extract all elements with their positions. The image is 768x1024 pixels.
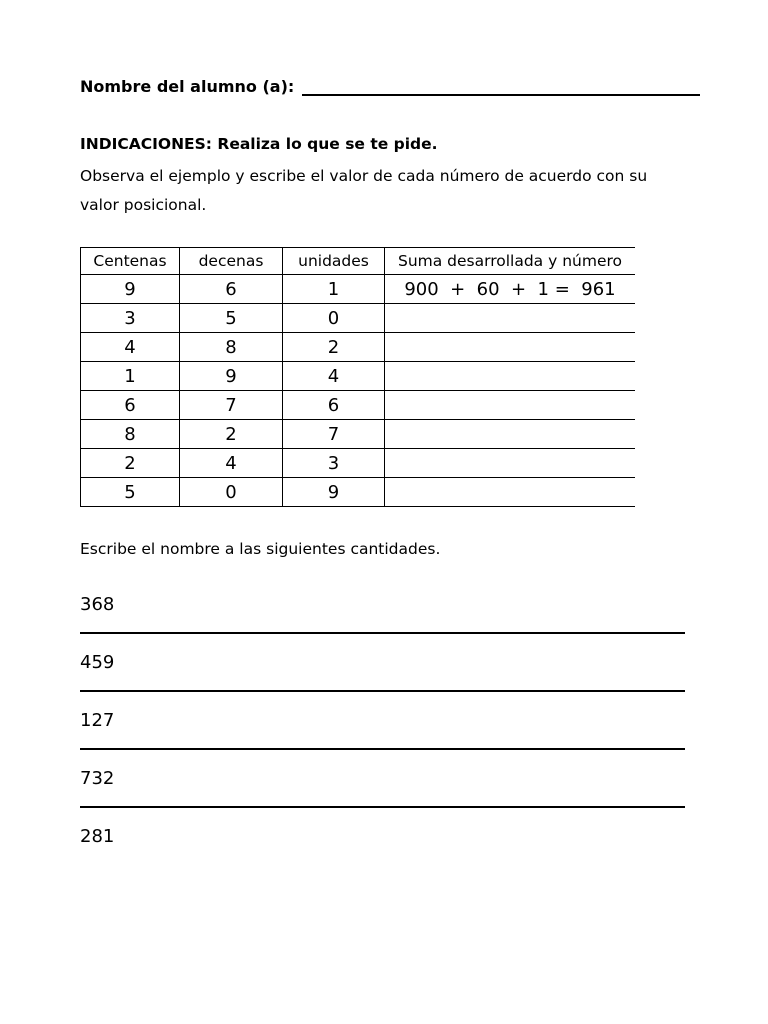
table-row <box>81 478 636 507</box>
quantity-label: 459 <box>80 652 115 673</box>
cell-unidades: 7 <box>283 420 385 449</box>
cell-suma-answer[interactable] <box>385 362 636 391</box>
cell-suma-example: 900 + 60 + 1 = 961 <box>385 275 636 304</box>
cell-suma-answer[interactable] <box>385 478 636 507</box>
quantity-label: 281 <box>80 826 115 847</box>
header-decenas: decenas <box>180 248 283 275</box>
quantity-label: 127 <box>80 710 115 731</box>
cell-decenas: 7 <box>180 391 283 420</box>
student-name-row <box>80 77 700 96</box>
cell-decenas: 0 <box>180 478 283 507</box>
table-row <box>81 275 636 304</box>
instruction-text: Observa el ejemplo y escribe el valor de cada número de acuerdo con su valor posicional. <box>80 167 648 214</box>
cell-centenas: 6 <box>81 391 180 420</box>
quantities-list <box>80 592 685 850</box>
cell-unidades: 9 <box>283 478 385 507</box>
table-row <box>81 449 636 478</box>
quantity-label: 368 <box>80 594 115 615</box>
answer-line[interactable] <box>80 748 685 750</box>
place-value-table <box>80 247 635 507</box>
cell-centenas: 1 <box>81 362 180 391</box>
cell-suma-answer[interactable] <box>385 333 636 362</box>
cell-centenas: 5 <box>81 478 180 507</box>
quantity-label: 732 <box>80 768 115 789</box>
cell-centenas: 2 <box>81 449 180 478</box>
student-name-label: Nombre del alumno (a): <box>80 77 295 96</box>
cell-decenas: 4 <box>180 449 283 478</box>
cell-suma-answer[interactable] <box>385 391 636 420</box>
table-row <box>81 391 636 420</box>
cell-decenas: 9 <box>180 362 283 391</box>
header-centenas: Centenas <box>81 248 180 275</box>
answer-line[interactable] <box>80 632 685 634</box>
indicaciones-heading: INDICACIONES: Realiza lo que se te pide. <box>80 135 438 153</box>
cell-suma-answer[interactable] <box>385 304 636 333</box>
cell-centenas: 9 <box>81 275 180 304</box>
table-row <box>81 420 636 449</box>
header-unidades: unidades <box>283 248 385 275</box>
cell-centenas: 8 <box>81 420 180 449</box>
table-header-row <box>81 248 636 275</box>
answer-line[interactable] <box>80 690 685 692</box>
cell-unidades: 6 <box>283 391 385 420</box>
table-row <box>81 333 636 362</box>
cell-unidades: 1 <box>283 275 385 304</box>
student-name-blank[interactable] <box>302 78 700 96</box>
cell-unidades: 3 <box>283 449 385 478</box>
cell-decenas: 6 <box>180 275 283 304</box>
cell-suma-answer[interactable] <box>385 420 636 449</box>
cell-centenas: 4 <box>81 333 180 362</box>
cell-centenas: 3 <box>81 304 180 333</box>
cell-unidades: 2 <box>283 333 385 362</box>
table-row <box>81 362 636 391</box>
cell-decenas: 8 <box>180 333 283 362</box>
header-suma: Suma desarrollada y número <box>385 248 636 275</box>
cell-suma-answer[interactable] <box>385 449 636 478</box>
cell-unidades: 0 <box>283 304 385 333</box>
cell-decenas: 2 <box>180 420 283 449</box>
cell-decenas: 5 <box>180 304 283 333</box>
table-row <box>81 304 636 333</box>
cell-unidades: 4 <box>283 362 385 391</box>
answer-line[interactable] <box>80 806 685 808</box>
write-names-instruction: Escribe el nombre a las siguientes cantidades. <box>80 540 441 558</box>
